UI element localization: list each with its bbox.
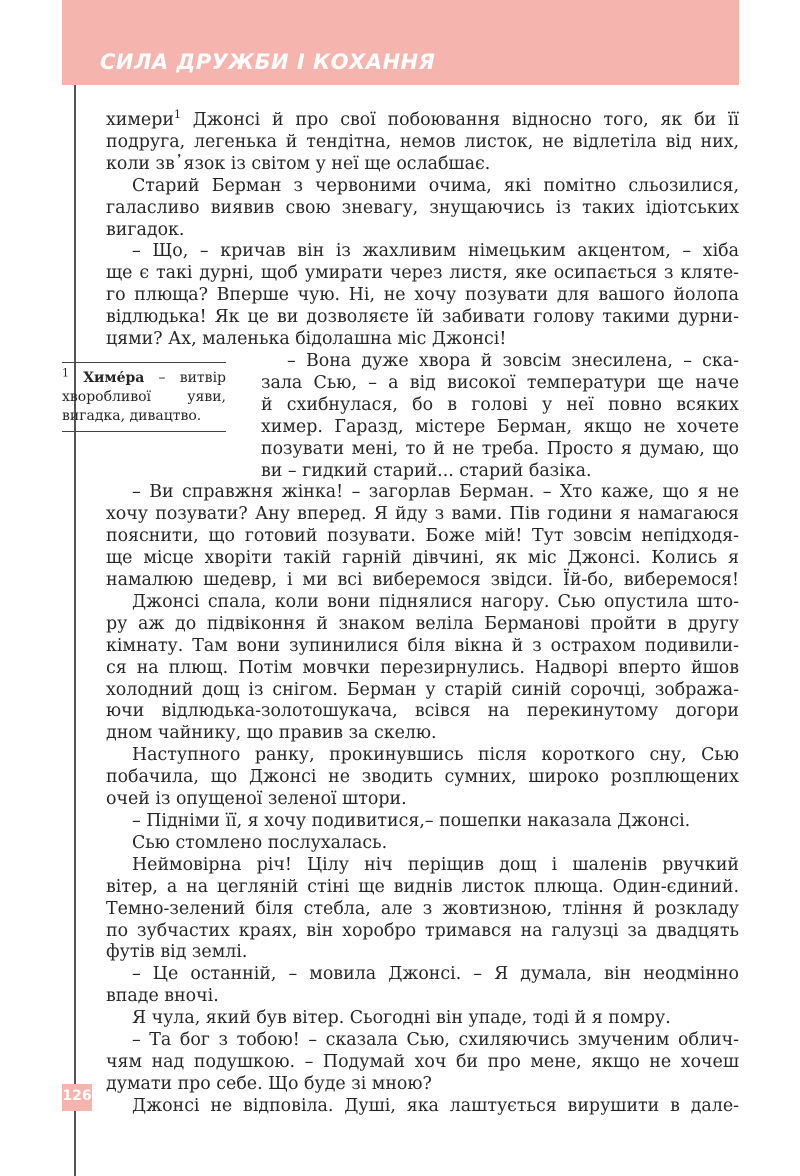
text-line: Я чула, який був вітер. Сьогодні він упаде, тоді й я помру.: [132, 1008, 671, 1029]
text-line: – Ви справжня жінка! – загорлав Берман. – Хто каже, що я не: [132, 482, 739, 503]
text-line: дном чайнику, що правив за скелю.: [106, 723, 437, 744]
text-line: Наступного ранку, прокинувшись після короткого сну, Сью: [132, 745, 739, 766]
text-line: чям над подушкою. – Подумай хоч би про мене, якщо не хочеш: [106, 1051, 739, 1072]
text-line: побачила, що Джонсі не зводить сумних, широко розплющених: [106, 767, 739, 788]
text-line: хочу позувати? Ану вперед. Я йду з вами. Пів години я намагаюся: [106, 504, 739, 525]
text-line: цями? Ах, маленька бідолашна міс Джонсі!: [106, 329, 507, 350]
text-line: Сью стомлено послухалась.: [132, 832, 388, 853]
text-line: відлюдька! Як це ви дозволяєте їй забивати голову такими дурни-: [106, 307, 739, 328]
footnote-definition: – витвір хворобливої уяви, вигадка, дивацтво.: [62, 370, 227, 424]
text-line: зала Сью, – а від високої температури ще наче: [261, 372, 739, 393]
text-line: впаде вночі.: [106, 986, 219, 1007]
text-line: ви – гидкий старий... старий базіка.: [261, 460, 592, 481]
text-line: пояснити, що готовий позувати. Боже мій! Тут зовсім непідходя-: [106, 526, 739, 547]
text-line: Темно-зелений біля стебла, але з жовтизною, тління й розкладу: [106, 898, 739, 919]
text-line: коли зв᾽язок із світом у неї ще ослабшає.: [106, 153, 491, 174]
text-line: по зубчастих краях, він хоробро тримався на галузці за двадцять: [106, 920, 739, 941]
text-line: ще є такі дурні, щоб умирати через листя, яке осипається з кляте-: [106, 263, 739, 284]
text-line: ру аж до підвіконня й знаком веліла Бермановi пройти в другу: [106, 613, 739, 634]
footnote-term: Химе́ра: [83, 370, 145, 386]
text-line: ще місце хворіти такій гарній дівчині, як міс Джонсі. Колись я: [106, 548, 739, 569]
text-line: го плюща? Вперше чую. Ні, не хочу позувати для вашого йолопа: [106, 285, 739, 306]
text-line: позувати мені, то й не треба. Просто я думаю, що: [261, 438, 739, 459]
text-line: вітер, а на цегляній стіні ще виднів листок плюща. Один-єдиний.: [106, 876, 739, 897]
text-line: ся на плющ. Потім мовчки перезирнулись. Надворі вперто йшов: [106, 657, 739, 678]
text-line: намалюю шедевр, і ми всі виберемося звідси. Їй-бо, виберемося!: [106, 570, 739, 591]
text-line: – Це останній, – мовила Джонсі. – Я думала, він неодмінно: [132, 964, 739, 985]
text-line: думати про себе. Що буде зі мною?: [106, 1073, 432, 1094]
text-line: – Вона дуже хвора й зовсім знесилена, – ска-: [287, 350, 739, 371]
page-number: 126: [62, 1088, 92, 1104]
text-line: – Що, – кричав він із жахливим німецьким акцентом, – хіба: [132, 241, 739, 262]
text-line: галасливо виявив свою зневагу, знущаючись із таких ідіотських: [106, 197, 739, 218]
text-line: холодний дощ із снігом. Берман у старій синій сорочці, зобража-: [106, 679, 739, 700]
footnote-marker: 1: [62, 366, 69, 380]
page-number-badge: [62, 1084, 92, 1111]
text-line: подруга, легенька й тендітна, немов листок, не відлетіла від них,: [106, 131, 739, 152]
text-line: Джонсі не відповіла. Душі, яка лаштується вирушити в дале-: [132, 1095, 739, 1116]
text-line: химери$^1$ Джонсі й про свої побоювання відносно того, як би її: [106, 108, 739, 130]
text-line: Неймовірна річ! Цілу ніч періщив дощ і шаленів рвучкий: [132, 854, 739, 875]
text-line: – Підніми її, я хочу подивитися,– пошепки наказала Джонсі.: [132, 811, 691, 831]
text-line: вигадок.: [106, 219, 185, 240]
section-title: СИЛА ДРУЖБИ І КОХАННЯ: [100, 50, 436, 74]
margin-rule: [74, 85, 76, 1176]
footnote-wrap-block: [261, 351, 739, 482]
text-line: Джонсі спала, коли вони піднялися нагору. Сью опустила што-: [132, 591, 739, 612]
text-line: – Та бог з тобою! – сказала Сью, схиляючись змученим облич-: [132, 1030, 739, 1051]
text-line: Старий Берман з червоними очима, які помітно сльозилися,: [132, 175, 739, 196]
text-line: очей із опущеної зеленої штори.: [106, 789, 407, 810]
body-text: [106, 110, 739, 1118]
footnote-reference: 1: [173, 108, 181, 122]
text-line: кімнату. Там вони зупинилися біля вікна й з острахом подивили-: [106, 635, 739, 656]
section-header-bar: [62, 0, 739, 85]
text-line: химер. Гаразд, містере Берман, якщо не хочете: [261, 416, 739, 437]
text-line: ючи відлюдька-золотошукача, всівся на перекинутому догори: [106, 701, 739, 722]
text-line: футів від землі.: [106, 942, 248, 963]
text-line: й схибнулася, бо в голові у неї повно всяких: [261, 394, 739, 415]
